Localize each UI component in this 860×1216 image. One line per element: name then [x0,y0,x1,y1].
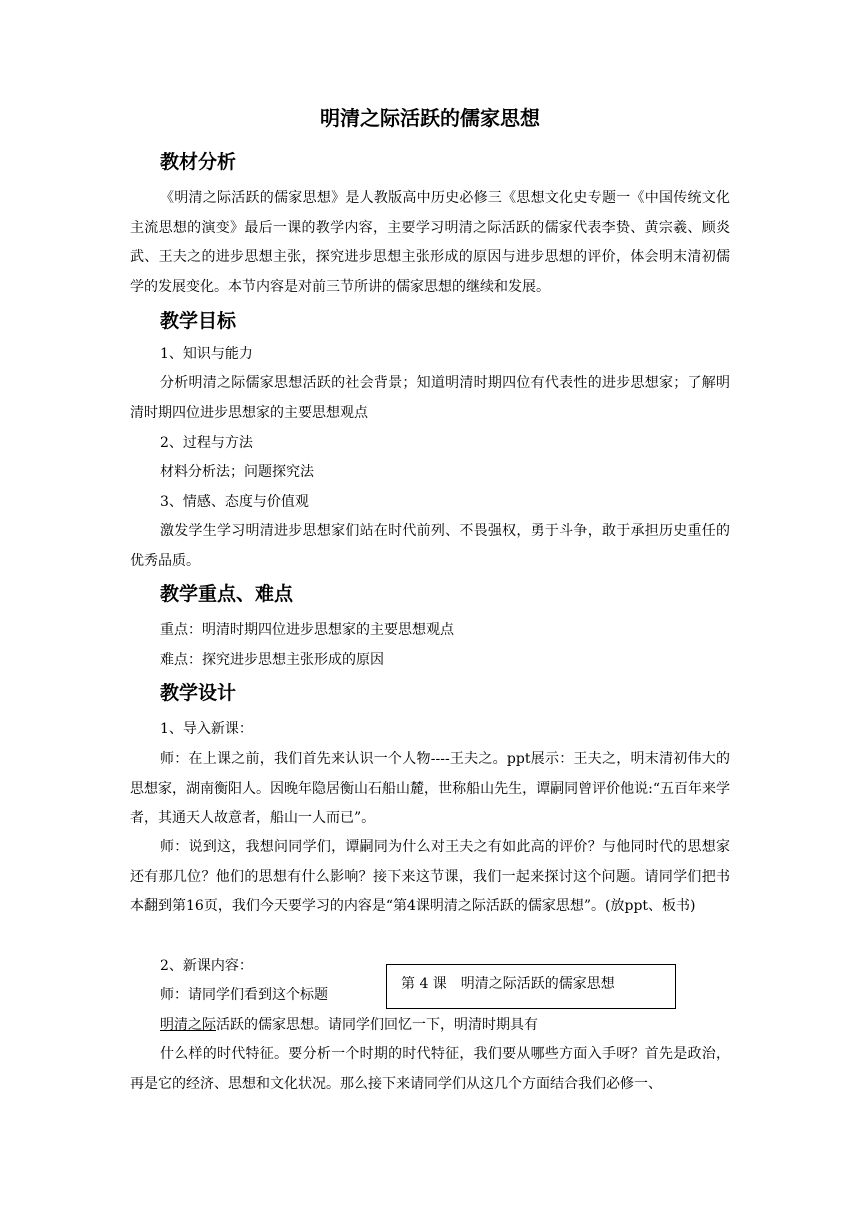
goal-3-label: 3、情感、态度与价值观 [160,494,309,510]
design-paragraph-3: 师：请同学们看到这个标题 [160,987,328,1003]
goal-2-label: 2、过程与方法 [160,435,253,451]
design-paragraph-2: 师：说到这，我想问同学们，谭嗣同为什么对王夫之有如此高的评价？与他同时代的思想家还有那几位？他们的思想有什么影响？接下来这节课，我们一起来探讨这个问题。请同学们把书本翻到第16页，我们今天要学习的内容是“第4课明清之际活跃的儒家思想”。(放ppt、板书) [130,839,730,914]
design-paragraph-5: 什么样的时代特征。要分析一个时期的时代特征，我们要从哪些方面入手呀？首先是政治，再是它的经济、思想和文化状况。那么接下来请同学们从这几个方面结合我们必修一、 [130,1046,730,1092]
underlined-term: 明清之际 [160,1017,216,1033]
design-paragraph-4 [160,1011,538,1040]
page-title: 明清之际活跃的儒家思想 [320,106,540,130]
heading-teaching-design: 教学设计 [160,682,237,704]
design-paragraph-4-rest: 活跃的儒家思想。请同学们回忆一下，明清时期具有 [216,1017,538,1033]
step-1-label: 1、导入新课： [160,721,253,737]
design-paragraph-1: 师：在上课之前，我们首先来认识一个人物----王夫之。ppt展示：王夫之，明末清初伟大的思想家，湖南衡阳人。因晚年隐居衡山石船山麓，世称船山先生，谭嗣同曾评价他说:“五百年来学者，其通天人故意者，船山一人而已”。 [130,751,730,826]
heading-key-difficult-points: 教学重点、难点 [160,583,294,605]
step-2-label: 2、新课内容： [160,958,253,974]
heading-teaching-goals: 教学目标 [160,310,237,332]
analysis-paragraph: 《明清之际活跃的儒家思想》是人教版高中历史必修三《思想文化史专题一《中国传统文化主流思想的演变》最后一课的教学内容，主要学习明清之际活跃的儒家代表李贽、黄宗羲、顾炎武、王夫之的进步思想主张，探究进步思想主张形成的原因与进步思想的评价，体会明末清初儒学的发展变化。本节内容是对前三节所讲的儒家思想的继续和发展。 [130,190,730,295]
goal-1-label: 1、知识与能力 [160,346,253,362]
goal-2-text: 材料分析法；问题探究法 [160,464,314,480]
key-point: 重点：明清时期四位进步思想家的主要思想观点 [160,622,454,638]
goal-3-text: 激发学生学习明清进步思想家们站在时代前列、不畏强权，勇于斗争，敢于承担历史重任的优秀品质。 [130,523,730,569]
blackboard-title-box: 第 4 课 明清之际活跃的儒家思想 [386,964,676,1009]
heading-textbook-analysis: 教材分析 [160,151,237,173]
goal-1-text: 分析明清之际儒家思想活跃的社会背景；知道明清时期四位有代表性的进步思想家；了解明清时期四位进步思想家的主要思想观点 [130,375,730,421]
difficult-point: 难点：探究进步思想主张形成的原因 [160,652,384,668]
